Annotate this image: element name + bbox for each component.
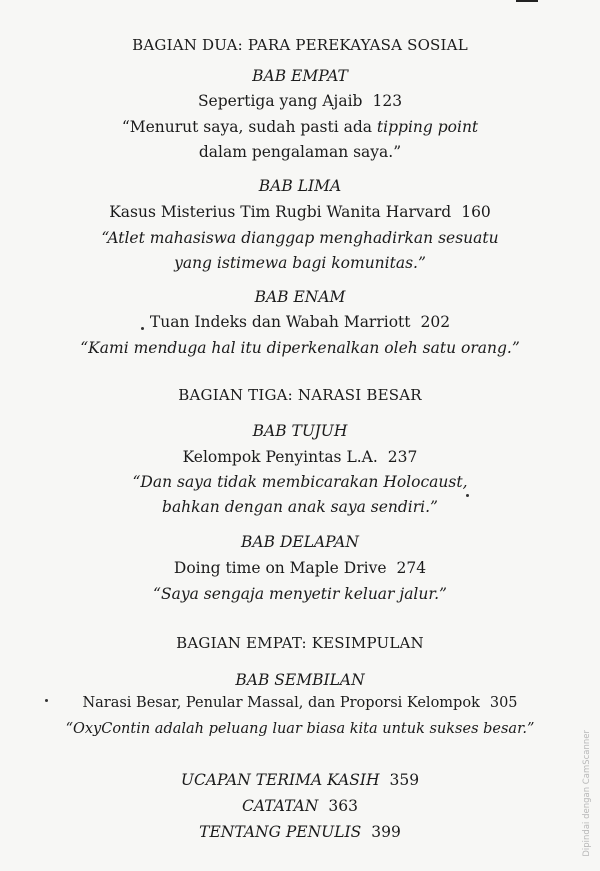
back-matter-entry [0, 797, 600, 815]
chapter-title-text: Narasi Besar, Penular Massal, dan Proporsi Kelompok [82, 695, 480, 711]
chapter-page-number: 202 [420, 313, 451, 331]
part-heading: BAGIAN TIGA: NARASI BESAR [178, 386, 422, 404]
scan-speck [45, 699, 48, 702]
chapter-label: BAB TUJUH [252, 422, 348, 440]
back-matter-page: 399 [371, 823, 401, 841]
chapter-quote: “Atlet mahasiswa dianggap menghadirkan sesuatu [101, 229, 499, 247]
chapter-label: BAB LIMA [258, 177, 342, 195]
chapter-quote: bahkan dengan anak saya sendiri.” [162, 498, 438, 516]
chapter-quote: “OxyContin adalah peluang luar biasa kita untuk sukses besar.” [65, 721, 535, 737]
back-matter-page: 359 [389, 771, 420, 789]
back-matter-entry [0, 771, 600, 789]
chapter-quote: “Saya sengaja menyetir keluar jalur.” [153, 585, 447, 603]
back-matter-label: UCAPAN TERIMA KASIH [180, 771, 380, 789]
chapter-page-number: 305 [489, 695, 518, 711]
chapter-page-number: 123 [372, 92, 403, 110]
chapter-page-number: 274 [396, 559, 427, 577]
chapter-title [0, 559, 600, 577]
chapter-label: BAB ENAM [254, 288, 346, 306]
camscanner-watermark: Dipindai dengan CamScanner [582, 730, 592, 857]
chapter-title-text: Tuan Indeks dan Wabah Marriott [149, 313, 411, 331]
chapter-title [0, 203, 600, 221]
chapter-label: BAB DELAPAN [241, 533, 359, 551]
chapter-page-number: 237 [387, 448, 418, 466]
scan-speck [466, 494, 469, 497]
chapter-quote-line-2: dalam pengalaman saya.” [198, 143, 402, 161]
chapter-title-text: Kasus Misterius Tim Rugbi Wanita Harvard [109, 203, 452, 221]
chapter-quote: “Kami menduga hal itu diperkenalkan oleh satu orang.” [80, 339, 520, 357]
chapter-title-text: Kelompok Penyintas L.A. [182, 448, 378, 466]
back-matter-entry [0, 823, 600, 841]
quote-emphasis: tipping point [376, 118, 479, 136]
chapter-title [0, 313, 600, 331]
back-matter-page: 363 [328, 797, 358, 815]
chapter-title-text: Doing time on Maple Drive [173, 559, 387, 577]
chapter-quote: “Dan saya tidak membicarakan Holocaust, [132, 473, 468, 491]
scan-speck [141, 327, 144, 330]
chapter-title [0, 695, 600, 711]
chapter-quote [0, 118, 600, 136]
chapter-title [0, 92, 600, 110]
quote-text: “Menurut saya, sudah pasti ada [121, 118, 377, 136]
chapter-title-text: Sepertiga yang Ajaib [197, 92, 363, 110]
back-matter-label: CATATAN [242, 797, 319, 815]
chapter-title [0, 448, 600, 466]
chapter-label: BAB SEMBILAN [235, 671, 365, 689]
chapter-quote: yang istimewa bagi komunitas.” [174, 254, 426, 272]
part-heading: BAGIAN DUA: PARA PEREKAYASA SOSIAL [132, 36, 468, 54]
scan-mark [516, 0, 538, 2]
back-matter-label: TENTANG PENULIS [199, 823, 362, 841]
chapter-label: BAB EMPAT [252, 67, 348, 85]
chapter-page-number: 160 [461, 203, 491, 221]
part-heading: BAGIAN EMPAT: KESIMPULAN [176, 634, 424, 652]
